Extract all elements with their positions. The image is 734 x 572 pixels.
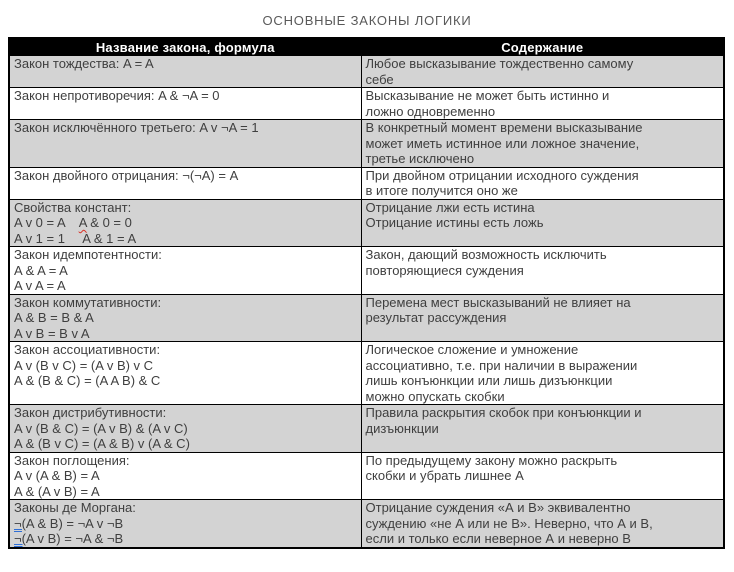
text-line: A v 0 = A A & 0 = 0	[14, 215, 132, 230]
text-line: Логическое сложение и умножение	[365, 342, 579, 357]
law-name-cell	[9, 88, 361, 120]
text-line: третье исключено	[365, 151, 475, 166]
table-row	[9, 120, 724, 168]
law-name-cell	[9, 167, 361, 199]
document-page	[0, 13, 734, 549]
text-line: Свойства констант:	[14, 199, 132, 215]
text-line: A & (B & C) = (A A B) & C	[14, 373, 161, 388]
law-content-cell	[361, 120, 724, 168]
text-line: результат рассуждения	[365, 310, 507, 325]
text-line: По предыдущему закону можно раскрыть	[365, 452, 618, 468]
table-row	[9, 56, 724, 88]
text-line: ассоциативно, т.е. при наличии в выражении	[365, 357, 638, 373]
text-line: Закон дистрибутивности:	[14, 405, 167, 420]
text-line: может иметь истинное или ложное значение,	[365, 135, 640, 151]
table-row	[9, 167, 724, 199]
text-line: В конкретный момент времени высказывание	[365, 120, 643, 135]
table-body	[9, 56, 724, 548]
text-line: A v (B & C) = (A v B) & (A v C)	[14, 420, 188, 436]
text-line: Отрицание истины есть ложь	[365, 215, 544, 230]
text-line: если и только если неверное А и неверно В	[365, 531, 631, 546]
law-content-cell	[361, 500, 724, 548]
header-row	[9, 38, 724, 56]
text-line: себе	[365, 71, 394, 87]
text-line: A & (B v C) = (A & B) v (A & C)	[14, 436, 190, 451]
table-row	[9, 342, 724, 405]
text-line: в итоге получится оно же	[365, 183, 518, 198]
text-line: скобки и убрать лишнее А	[365, 468, 524, 483]
text-line: A & (A v B) = A	[14, 483, 100, 499]
text-line: A v A = A	[14, 278, 66, 293]
table-row	[9, 405, 724, 453]
text-line: Закон тождества: A = A	[14, 56, 154, 71]
text-line: можно опускать скобки	[365, 388, 505, 404]
text-line: дизъюнкции	[365, 420, 439, 436]
grammar-double-underline-mark: ¬(	[14, 515, 26, 531]
spellcheck-squiggle-mark: A	[78, 215, 87, 230]
text-line: суждению «не А или не В». Неверно, что А и В,	[365, 515, 653, 531]
law-content-cell	[361, 167, 724, 199]
text-line: Закон, дающий возможность исключить	[365, 247, 607, 262]
text-line: A v 1 = 1 A & 1 = A	[14, 230, 137, 246]
text-line: ¬(A v B) = ¬A & ¬B	[14, 531, 124, 546]
text-line: Законы де Моргана:	[14, 500, 136, 515]
law-content-cell	[361, 452, 724, 500]
law-name-cell	[9, 247, 361, 295]
law-content-cell	[361, 247, 724, 295]
text-line: Отрицание суждения «А и В» эквивалентно	[365, 500, 631, 515]
column-header-law-name: Название закона, формула	[9, 38, 361, 56]
text-line: A v B = B v A	[14, 325, 90, 341]
text-line: Закон исключённого третьего: A v ¬A = 1	[14, 120, 259, 135]
text-line: Закон коммутативности:	[14, 294, 162, 310]
text-line: повторяющиеся суждения	[365, 262, 524, 278]
text-line: ложно одновременно	[365, 103, 496, 119]
law-content-cell	[361, 294, 724, 342]
law-name-cell	[9, 199, 361, 247]
law-content-cell	[361, 88, 724, 120]
text-line: A v (A & B) = A	[14, 468, 100, 483]
text-line: Закон ассоциативности:	[14, 342, 161, 357]
page-title: ОСНОВНЫЕ ЗАКОНЫ ЛОГИКИ	[262, 13, 472, 28]
text-line: Перемена мест высказываний не влияет на	[365, 294, 631, 310]
table-row	[9, 500, 724, 548]
text-line: Правила раскрытия скобок при конъюнкции и	[365, 405, 642, 420]
law-content-cell	[361, 56, 724, 88]
law-name-cell	[9, 56, 361, 88]
text-line: Закон поглощения:	[14, 452, 130, 468]
text-line: ¬(A & B) = ¬A v ¬B	[14, 515, 124, 531]
law-content-cell	[361, 342, 724, 405]
law-name-cell	[9, 452, 361, 500]
text-line: Любое высказывание тождественно самому	[365, 56, 634, 71]
text-line: A & A = A	[14, 262, 68, 278]
text-line: Закон непротиворечия: A & ¬A = 0	[14, 88, 220, 103]
text-line: A v (B v C) = (A v B) v C	[14, 357, 154, 373]
table-row	[9, 88, 724, 120]
table-row	[9, 247, 724, 295]
text-line: Высказывание не может быть истинно и	[365, 88, 610, 103]
text-line: Отрицание лжи есть истина	[365, 199, 535, 215]
text-line: лишь конъюнкции или лишь дизъюнкции	[365, 373, 613, 388]
law-content-cell	[361, 199, 724, 247]
table-row	[9, 199, 724, 247]
law-name-cell	[9, 120, 361, 168]
text-line: При двойном отрицании исходного суждения	[365, 167, 639, 183]
law-name-cell	[9, 405, 361, 453]
law-name-cell	[9, 294, 361, 342]
text-line: A & B = B & A	[14, 310, 94, 325]
law-name-cell	[9, 342, 361, 405]
grammar-double-underline-mark: ¬(	[14, 531, 26, 546]
logic-laws-table	[8, 37, 725, 549]
table-row	[9, 294, 724, 342]
table-row	[9, 452, 724, 500]
text-line: Закон двойного отрицания: ¬(¬A) = A	[14, 167, 239, 183]
text-line: Закон идемпотентности:	[14, 247, 162, 262]
column-header-content: Содержание	[361, 38, 724, 56]
law-content-cell	[361, 405, 724, 453]
law-name-cell	[9, 500, 361, 548]
